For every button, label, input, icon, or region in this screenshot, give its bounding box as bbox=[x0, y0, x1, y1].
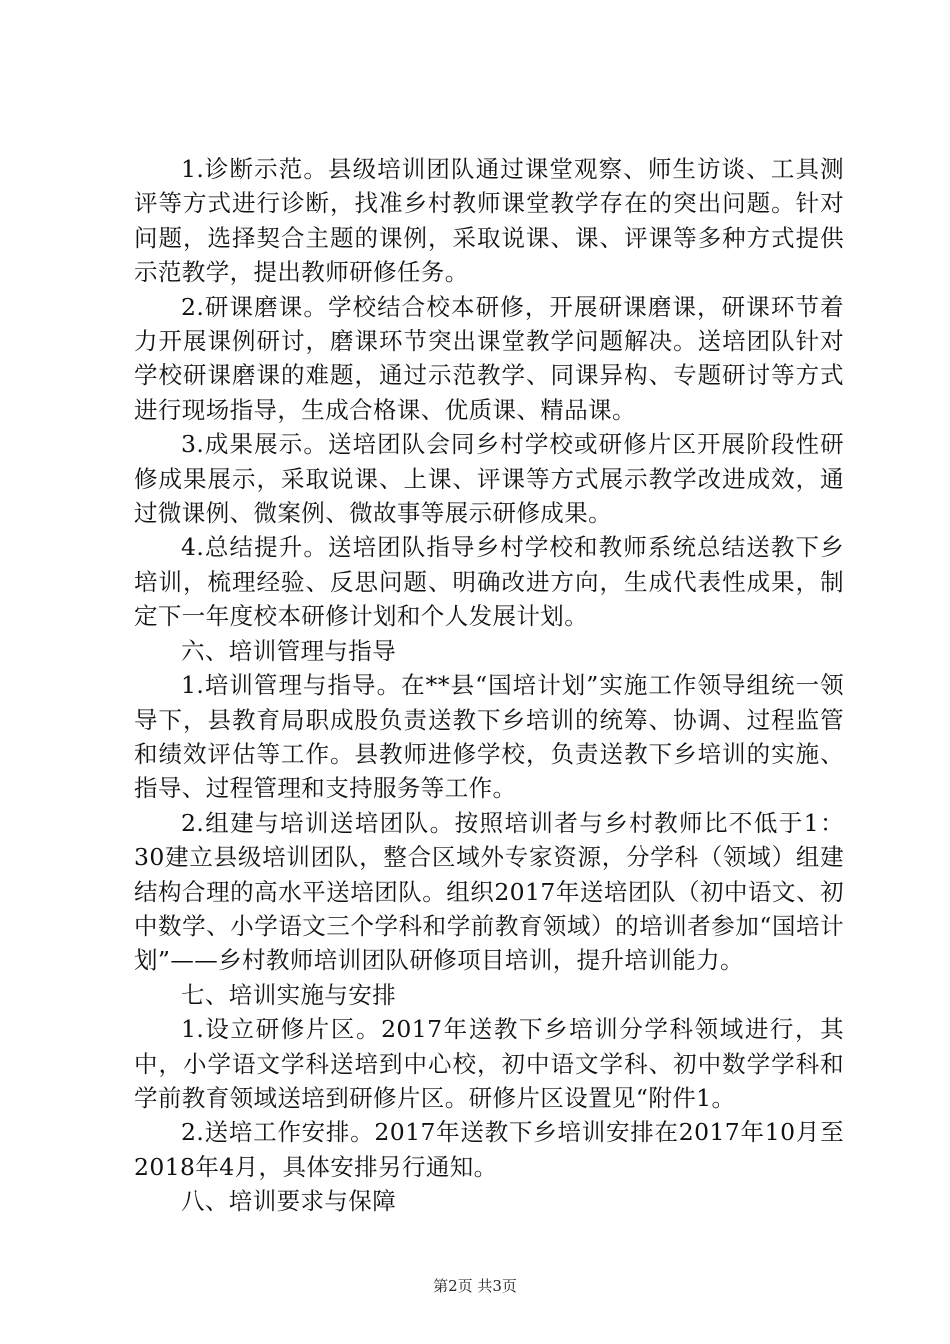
paragraph-lesson-study: 2.研课磨课。学校结合校本研修，开展研课磨课，研课环节着力开展课例研讨，磨课环节突出课堂教学问题解决。送培团队针对学校研课磨课的难题，通过示范教学、同课异构、专题研讨等方式进行现场指导，生成合格课、优质课、精品课。 bbox=[134, 292, 844, 424]
section-heading-requirements: 八、培训要求与保障 bbox=[181, 1187, 397, 1216]
paragraph-diagnosis-demo: 1.诊断示范。县级培训团队通过课堂观察、师生访谈、工具测评等方式进行诊断，找准乡村教师课堂教学存在的突出问题。针对问题，选择契合主题的课例，采取说课、课、评课等多种方式提供示范教学，提出教师研修任务。 bbox=[134, 155, 844, 287]
document-body bbox=[134, 152, 844, 1219]
section-heading-implementation: 七、培训实施与安排 bbox=[181, 980, 397, 1009]
paragraph-schedule: 2.送培工作安排。2017年送教下乡培训安排在2017年10月至2018年4月，具体安排另行通知。 bbox=[134, 1118, 844, 1181]
page-footer: 第2页 共3页 bbox=[433, 1277, 517, 1295]
paragraph-results-display: 3.成果展示。送培团队会同乡村学校或研修片区开展阶段性研修成果展示，采取说课、上课、评课等方式展示教学改进成效，通过微课例、微案例、微故事等展示研修成果。 bbox=[134, 430, 844, 528]
section-heading-management: 六、培训管理与指导 bbox=[181, 636, 397, 665]
paragraph-summary: 4.总结提升。送培团队指导乡村学校和教师系统总结送教下乡培训，梳理经验、反思问题、明确改进方向，生成代表性成果，制定下一年度校本研修计划和个人发展计划。 bbox=[134, 533, 844, 631]
paragraph-team-building: 2.组建与培训送培团队。按照培训者与乡村教师比不低于1：30建立县级培训团队，整合区域外专家资源，分学科（领域）组建结构合理的高水平送培团队。组织2017年送培团队（初中语文、初中数学、小学语文三个学科和学前教育领域）的培训者参加“国培计划”——乡村教师培训团队研修项目培训，提升培训能力。 bbox=[134, 808, 844, 975]
paragraph-study-areas: 1.设立研修片区。2017年送教下乡培训分学科领域进行，其中，小学语文学科送培到中心校，初中语文学科、初中数学学科和学前教育领域送培到研修片区。研修片区设置见“附件1。 bbox=[134, 1015, 844, 1112]
paragraph-management-guidance: 1.培训管理与指导。在**县“国培计划”实施工作领导组统一领导下，县教育局职成股负责送教下乡培训的统筹、协调、过程监管和绩效评估等工作。县教师进修学校，负责送教下乡培训的实施、指导、过程管理和支持服务等工作。 bbox=[134, 671, 844, 803]
